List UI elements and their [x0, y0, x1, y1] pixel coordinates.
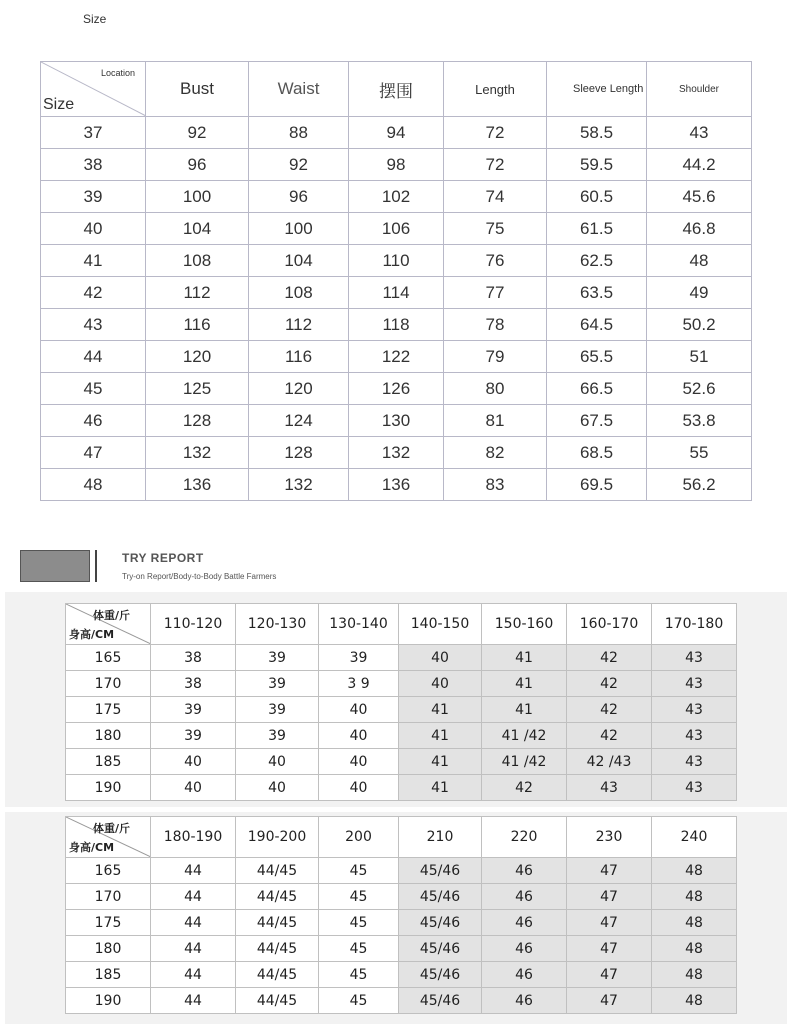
recommended-size-cell: 42 /43: [567, 749, 652, 775]
measurement-cell: 100: [249, 213, 349, 245]
measurement-cell: 120: [146, 341, 249, 373]
weight-header-row: [66, 604, 737, 645]
weight-row: [66, 671, 737, 697]
weight-row: [66, 988, 737, 1014]
measurement-cell: 104: [249, 245, 349, 277]
size-value-cell: 47: [41, 437, 146, 469]
measurement-cell: 46.8: [647, 213, 752, 245]
recommended-size-cell: 40: [399, 645, 482, 671]
weight-row: [66, 723, 737, 749]
weight-table-1: [65, 603, 737, 801]
header-shoulder: Shoulder: [647, 62, 752, 117]
weight-range-header: 110-120: [151, 604, 236, 645]
recommended-size-cell: 41: [399, 749, 482, 775]
recommended-size-cell: 40: [151, 749, 236, 775]
size-value-cell: 46: [41, 405, 146, 437]
measurement-cell: 128: [146, 405, 249, 437]
size-value-cell: 48: [41, 469, 146, 501]
weight-range-header: 140-150: [399, 604, 482, 645]
measurement-cell: 72: [444, 117, 547, 149]
recommended-size-cell: 44: [151, 988, 236, 1014]
recommended-size-cell: 44/45: [236, 884, 319, 910]
size-value-cell: 40: [41, 213, 146, 245]
recommended-size-cell: 45: [319, 884, 399, 910]
recommended-size-cell: 39: [236, 671, 319, 697]
measurement-cell: 72: [444, 149, 547, 181]
recommended-size-cell: 45/46: [399, 858, 482, 884]
weight-row: [66, 775, 737, 801]
header-length: Length: [444, 62, 547, 117]
recommended-size-cell: 39: [236, 697, 319, 723]
recommended-size-cell: 40: [236, 749, 319, 775]
recommended-size-cell: 41 /42: [482, 723, 567, 749]
recommended-size-cell: 41: [482, 671, 567, 697]
weight-range-header: 210: [399, 817, 482, 858]
recommended-size-cell: 46: [482, 910, 567, 936]
banner-divider: [95, 550, 97, 582]
measurement-cell: 112: [249, 309, 349, 341]
weight-table-2: [65, 816, 737, 1014]
measurement-cell: 125: [146, 373, 249, 405]
size-value-cell: 39: [41, 181, 146, 213]
recommended-size-cell: 44/45: [236, 988, 319, 1014]
measurement-cell: 94: [349, 117, 444, 149]
weight-range-header: 200: [319, 817, 399, 858]
recommended-size-cell: 41: [399, 723, 482, 749]
recommended-size-cell: 41: [482, 697, 567, 723]
recommended-size-cell: 40: [236, 775, 319, 801]
weight-range-header: 220: [482, 817, 567, 858]
recommended-size-cell: 45/46: [399, 988, 482, 1014]
recommended-size-cell: 43: [652, 723, 737, 749]
measurement-cell: 83: [444, 469, 547, 501]
size-label: Size: [83, 12, 107, 26]
recommended-size-cell: 38: [151, 645, 236, 671]
corner-height-label: 身高/CM: [69, 628, 115, 641]
recommended-size-cell: 48: [652, 988, 737, 1014]
weight-range-header: 160-170: [567, 604, 652, 645]
measurement-cell: 74: [444, 181, 547, 213]
height-cell: 175: [66, 910, 151, 936]
recommended-size-cell: 42: [567, 645, 652, 671]
measurement-cell: 43: [647, 117, 752, 149]
recommended-size-cell: 45/46: [399, 936, 482, 962]
recommended-size-cell: 44/45: [236, 858, 319, 884]
measurement-cell: 68.5: [547, 437, 647, 469]
size-value-cell: 45: [41, 373, 146, 405]
recommended-size-cell: 41: [399, 775, 482, 801]
measurement-cell: 65.5: [547, 341, 647, 373]
recommended-size-cell: 42: [567, 671, 652, 697]
recommended-size-cell: 45: [319, 988, 399, 1014]
weight-range-header: 240: [652, 817, 737, 858]
weight-row: [66, 697, 737, 723]
height-cell: 185: [66, 749, 151, 775]
recommended-size-cell: 40: [319, 723, 399, 749]
measurement-cell: 124: [249, 405, 349, 437]
recommended-size-cell: 40: [319, 749, 399, 775]
measurement-cell: 49: [647, 277, 752, 309]
weight-corner-cell: [66, 604, 151, 645]
corner-height-label: 身高/CM: [69, 841, 115, 854]
measurement-cell: 79: [444, 341, 547, 373]
measurement-cell: 132: [349, 437, 444, 469]
recommended-size-cell: 41: [399, 697, 482, 723]
height-cell: 170: [66, 884, 151, 910]
size-value-cell: 41: [41, 245, 146, 277]
measurement-cell: 67.5: [547, 405, 647, 437]
measurement-cell: 114: [349, 277, 444, 309]
recommended-size-cell: 45/46: [399, 910, 482, 936]
recommended-size-cell: 40: [319, 775, 399, 801]
weight-panel-1: [5, 592, 787, 807]
measurement-cell: 112: [146, 277, 249, 309]
measurement-cell: 59.5: [547, 149, 647, 181]
measurement-cell: 102: [349, 181, 444, 213]
weight-range-header: 190-200: [236, 817, 319, 858]
measurement-cell: 50.2: [647, 309, 752, 341]
weight-row: [66, 749, 737, 775]
measurement-cell: 48: [647, 245, 752, 277]
recommended-size-cell: 44: [151, 884, 236, 910]
weight-row: [66, 645, 737, 671]
measurement-cell: 60.5: [547, 181, 647, 213]
banner-gray-block: [20, 550, 90, 582]
measurement-cell: 64.5: [547, 309, 647, 341]
size-row: [41, 117, 752, 149]
weight-header-row: [66, 817, 737, 858]
recommended-size-cell: 46: [482, 884, 567, 910]
weight-range-header: 150-160: [482, 604, 567, 645]
recommended-size-cell: 39: [151, 723, 236, 749]
measurement-cell: 66.5: [547, 373, 647, 405]
recommended-size-cell: 41 /42: [482, 749, 567, 775]
recommended-size-cell: 44: [151, 962, 236, 988]
header-bust: Bust: [146, 62, 249, 117]
recommended-size-cell: 44/45: [236, 962, 319, 988]
measurement-cell: 116: [249, 341, 349, 373]
header-hem: 摆围: [349, 62, 444, 117]
recommended-size-cell: 38: [151, 671, 236, 697]
weight-range-header: 230: [567, 817, 652, 858]
recommended-size-cell: 44: [151, 910, 236, 936]
measurement-cell: 77: [444, 277, 547, 309]
size-row: [41, 373, 752, 405]
recommended-size-cell: 45: [319, 936, 399, 962]
weight-range-header: 120-130: [236, 604, 319, 645]
weight-range-header: 130-140: [319, 604, 399, 645]
measurement-cell: 58.5: [547, 117, 647, 149]
recommended-size-cell: 44/45: [236, 910, 319, 936]
weight-row: [66, 858, 737, 884]
recommended-size-cell: 42: [567, 697, 652, 723]
measurement-cell: 78: [444, 309, 547, 341]
measurement-cell: 88: [249, 117, 349, 149]
recommended-size-cell: 45/46: [399, 962, 482, 988]
size-value-cell: 43: [41, 309, 146, 341]
measurement-cell: 110: [349, 245, 444, 277]
size-row: [41, 309, 752, 341]
recommended-size-cell: 48: [652, 884, 737, 910]
recommended-size-cell: 39: [319, 645, 399, 671]
recommended-size-cell: 46: [482, 858, 567, 884]
recommended-size-cell: 43: [652, 697, 737, 723]
recommended-size-cell: 47: [567, 962, 652, 988]
measurement-cell: 120: [249, 373, 349, 405]
height-cell: 180: [66, 936, 151, 962]
corner-weight-label: 体重/斤: [92, 822, 130, 835]
recommended-size-cell: 40: [151, 775, 236, 801]
height-cell: 165: [66, 858, 151, 884]
header-waist: Waist: [249, 62, 349, 117]
size-value-cell: 37: [41, 117, 146, 149]
weight-row: [66, 962, 737, 988]
measurement-cell: 126: [349, 373, 444, 405]
measurement-cell: 61.5: [547, 213, 647, 245]
measurement-cell: 136: [349, 469, 444, 501]
height-cell: 170: [66, 671, 151, 697]
recommended-size-cell: 48: [652, 858, 737, 884]
recommended-size-cell: 3 9: [319, 671, 399, 697]
recommended-size-cell: 47: [567, 936, 652, 962]
recommended-size-cell: 46: [482, 962, 567, 988]
measurement-cell: 81: [444, 405, 547, 437]
measurement-cell: 130: [349, 405, 444, 437]
recommended-size-cell: 40: [399, 671, 482, 697]
header-sleeve-length: Sleeve Length: [547, 62, 647, 117]
recommended-size-cell: 44: [151, 858, 236, 884]
recommended-size-cell: 43: [652, 775, 737, 801]
measurement-cell: 98: [349, 149, 444, 181]
size-row: [41, 437, 752, 469]
height-cell: 175: [66, 697, 151, 723]
size-row: [41, 245, 752, 277]
size-row: [41, 277, 752, 309]
recommended-size-cell: 45/46: [399, 884, 482, 910]
measurement-cell: 100: [146, 181, 249, 213]
recommended-size-cell: 45: [319, 858, 399, 884]
measurement-cell: 92: [146, 117, 249, 149]
measurement-cell: 108: [249, 277, 349, 309]
recommended-size-cell: 39: [151, 697, 236, 723]
weight-row: [66, 936, 737, 962]
size-row: [41, 405, 752, 437]
size-value-cell: 38: [41, 149, 146, 181]
recommended-size-cell: 39: [236, 723, 319, 749]
recommended-size-cell: 48: [652, 962, 737, 988]
size-row: [41, 469, 752, 501]
measurement-cell: 128: [249, 437, 349, 469]
recommended-size-cell: 41: [482, 645, 567, 671]
recommended-size-cell: 47: [567, 884, 652, 910]
recommended-size-cell: 44: [151, 936, 236, 962]
weight-row: [66, 910, 737, 936]
recommended-size-cell: 47: [567, 910, 652, 936]
measurement-cell: 45.6: [647, 181, 752, 213]
recommended-size-cell: 47: [567, 988, 652, 1014]
recommended-size-cell: 48: [652, 910, 737, 936]
recommended-size-cell: 42: [567, 723, 652, 749]
recommended-size-cell: 40: [319, 697, 399, 723]
height-cell: 165: [66, 645, 151, 671]
size-row: [41, 341, 752, 373]
recommended-size-cell: 45: [319, 910, 399, 936]
size-row: [41, 181, 752, 213]
height-cell: 185: [66, 962, 151, 988]
banner-title: TRY REPORT: [122, 551, 204, 565]
recommended-size-cell: 43: [567, 775, 652, 801]
measurement-cell: 96: [146, 149, 249, 181]
size-header-row: [41, 62, 752, 117]
weight-panel-2: [5, 812, 787, 1024]
banner-subtitle: Try-on Report/Body-to-Body Battle Farmers: [122, 572, 277, 581]
measurement-cell: 136: [146, 469, 249, 501]
corner-location-label: Location: [101, 68, 136, 78]
measurement-cell: 75: [444, 213, 547, 245]
size-value-cell: 42: [41, 277, 146, 309]
weight-range-header: 180-190: [151, 817, 236, 858]
measurement-cell: 76: [444, 245, 547, 277]
measurement-cell: 62.5: [547, 245, 647, 277]
measurement-cell: 118: [349, 309, 444, 341]
measurement-cell: 108: [146, 245, 249, 277]
size-row: [41, 149, 752, 181]
weight-corner-cell: [66, 817, 151, 858]
measurement-cell: 53.8: [647, 405, 752, 437]
recommended-size-cell: 45: [319, 962, 399, 988]
measurement-cell: 82: [444, 437, 547, 469]
weight-range-header: 170-180: [652, 604, 737, 645]
recommended-size-cell: 46: [482, 936, 567, 962]
size-chart-table: [40, 61, 752, 501]
recommended-size-cell: 43: [652, 749, 737, 775]
measurement-cell: 132: [146, 437, 249, 469]
recommended-size-cell: 44/45: [236, 936, 319, 962]
corner-size-label: Size: [43, 96, 75, 113]
measurement-cell: 122: [349, 341, 444, 373]
measurement-cell: 51: [647, 341, 752, 373]
height-cell: 190: [66, 988, 151, 1014]
size-corner-cell: [41, 62, 146, 117]
recommended-size-cell: 47: [567, 858, 652, 884]
size-value-cell: 44: [41, 341, 146, 373]
recommended-size-cell: 43: [652, 671, 737, 697]
measurement-cell: 116: [146, 309, 249, 341]
recommended-size-cell: 48: [652, 936, 737, 962]
recommended-size-cell: 42: [482, 775, 567, 801]
measurement-cell: 104: [146, 213, 249, 245]
measurement-cell: 56.2: [647, 469, 752, 501]
corner-weight-label: 体重/斤: [92, 609, 130, 622]
size-row: [41, 213, 752, 245]
measurement-cell: 52.6: [647, 373, 752, 405]
recommended-size-cell: 39: [236, 645, 319, 671]
weight-row: [66, 884, 737, 910]
measurement-cell: 132: [249, 469, 349, 501]
measurement-cell: 55: [647, 437, 752, 469]
measurement-cell: 106: [349, 213, 444, 245]
measurement-cell: 80: [444, 373, 547, 405]
measurement-cell: 92: [249, 149, 349, 181]
measurement-cell: 96: [249, 181, 349, 213]
recommended-size-cell: 46: [482, 988, 567, 1014]
measurement-cell: 69.5: [547, 469, 647, 501]
height-cell: 180: [66, 723, 151, 749]
measurement-cell: 63.5: [547, 277, 647, 309]
recommended-size-cell: 43: [652, 645, 737, 671]
measurement-cell: 44.2: [647, 149, 752, 181]
height-cell: 190: [66, 775, 151, 801]
